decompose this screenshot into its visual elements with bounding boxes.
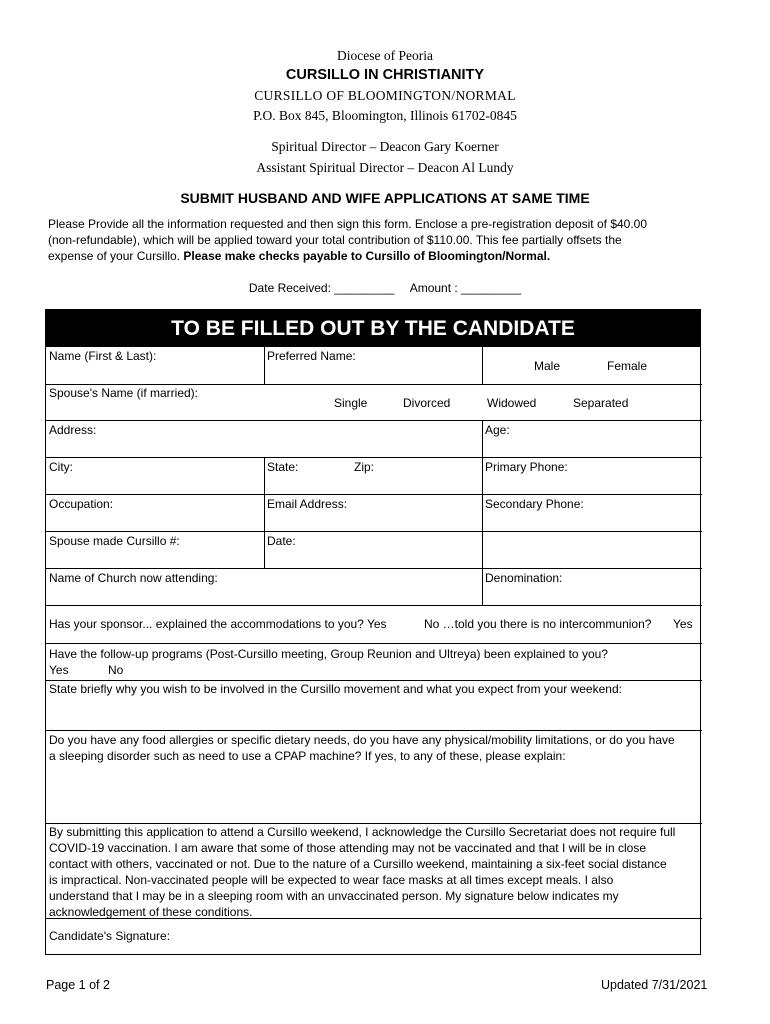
date-label: Date: <box>267 534 296 548</box>
preferred-name-label: Preferred Name: <box>267 349 356 363</box>
name-label: Name (First & Last): <box>49 349 157 363</box>
state-label: State: <box>267 460 299 474</box>
email-label: Email Address: <box>267 497 348 511</box>
row-divider <box>46 420 702 421</box>
chapter-title: CURSILLO OF BLOOMINGTON/NORMAL <box>254 88 516 103</box>
followup-question: Have the follow-up programs (Post-Cursillo meeting, Group Reunion and Ultreya) been explained to you? <box>49 647 608 661</box>
candidate-form <box>45 309 701 955</box>
instructions-line: (non-refundable), which will be applied toward your total contribution of $110.00. This fee partially offsets the <box>48 233 622 247</box>
spouse-cursillo-label: Spouse made Cursillo #: <box>49 534 180 548</box>
row-divider <box>46 730 702 731</box>
diocese-title: Diocese of Peoria <box>337 48 433 63</box>
gender-option-male[interactable]: Male <box>534 359 561 373</box>
form-banner: TO BE FILLED OUT BY THE CANDIDATE <box>46 310 700 347</box>
check-payable-note: Please make checks payable to Cursillo of Bloomington/Normal. <box>183 249 551 263</box>
row-divider <box>482 384 702 385</box>
program-title: CURSILLO IN CHRISTIANITY <box>285 67 485 83</box>
page-number: Page 1 of 2 <box>46 978 110 992</box>
column-divider <box>482 420 483 605</box>
column-divider <box>264 457 265 568</box>
mailing-address: P.O. Box 845, Bloomington, Illinois 61702-0845 <box>253 108 517 123</box>
submit-note: SUBMIT HUSBAND AND WIFE APPLICATIONS AT SAME TIME <box>180 190 590 206</box>
covid-acknowledgement-line: By submitting this application to attend a Cursillo weekend, I acknowledge the Cursillo Secretariat does not require full <box>49 825 676 839</box>
occupation-label: Occupation: <box>49 497 114 511</box>
allergy-question-line: Do you have any food allergies or specific dietary needs, do you have any physical/mobility limitations, or do you have <box>49 733 675 747</box>
column-divider <box>264 347 265 384</box>
covid-acknowledgement-line: understand that I may be in a sleeping room with an unvaccinated person. My signature below indicates my <box>49 889 619 903</box>
column-divider <box>482 347 483 384</box>
status-option-divorced[interactable]: Divorced <box>403 396 451 410</box>
row-divider <box>46 457 702 458</box>
row-divider <box>46 643 702 644</box>
covid-acknowledgement <box>49 824 675 920</box>
secondary-phone-label: Secondary Phone: <box>485 497 584 511</box>
spouse-name-label: Spouse's Name (if married): <box>49 386 199 400</box>
amount-field[interactable]: Amount : _________ <box>409 281 522 295</box>
updated-date: Updated 7/31/2021 <box>601 978 708 992</box>
covid-acknowledgement-line: acknowledgement of these conditions. <box>49 905 253 919</box>
assistant-spiritual-director: Assistant Spiritual Director – Deacon Al Lundy <box>256 160 514 175</box>
instructions-line <box>48 248 708 264</box>
sponsor-answer-no[interactable]: No …told you there is no intercommunion? <box>424 617 652 631</box>
address-label: Address: <box>49 423 97 437</box>
denomination-label: Denomination: <box>485 571 563 585</box>
allergy-question <box>49 732 675 764</box>
instructions-text: expense of your Cursillo. <box>48 249 184 263</box>
row-divider <box>46 605 702 606</box>
primary-phone-label: Primary Phone: <box>485 460 568 474</box>
row-divider <box>46 494 702 495</box>
age-label: Age: <box>485 423 510 437</box>
status-option-widowed[interactable]: Widowed <box>487 396 537 410</box>
row-divider <box>46 680 702 681</box>
row-divider <box>46 568 702 569</box>
instructions <box>48 216 708 264</box>
sponsor-question: Has your sponsor... explained the accommodations to you? Yes <box>49 617 387 631</box>
church-label: Name of Church now attending: <box>49 571 218 585</box>
followup-answer-yes[interactable]: Yes <box>49 663 69 677</box>
office-use-line <box>0 281 770 295</box>
covid-acknowledgement-line: COVID-19 vaccination. I am aware that some of those attending may not be vaccinated and that I will be in close <box>49 841 646 855</box>
row-divider <box>46 384 482 385</box>
covid-acknowledgement-line: contact with others, vaccinated or not. Due to the nature of a Cursillo weekend, maintaining a six-feet social distance <box>49 857 667 871</box>
why-question: State briefly why you wish to be involved in the Cursillo movement and what you expect from your weekend: <box>49 682 622 696</box>
city-label: City: <box>49 460 73 474</box>
status-option-separated[interactable]: Separated <box>573 396 629 410</box>
allergy-question-line: a sleeping disorder such as need to use a CPAP machine? If yes, to any of these, please explain: <box>49 749 566 763</box>
zip-label: Zip: <box>354 460 375 474</box>
status-option-single[interactable]: Single <box>334 396 368 410</box>
date-received-field[interactable]: Date Received: _________ <box>248 281 395 295</box>
covid-acknowledgement-line: is impractical. Non-vaccinated people will be expected to wear face masks at all times except meals. I also <box>49 873 614 887</box>
signature-label: Candidate's Signature: <box>49 929 171 943</box>
followup-answer-no[interactable]: No <box>108 663 124 677</box>
gender-option-female[interactable]: Female <box>607 359 648 373</box>
sponsor-answer-yes[interactable]: Yes <box>673 617 693 631</box>
instructions-line: Please Provide all the information requested and then sign this form. Enclose a pre-registration deposit of $40.00 <box>48 217 648 231</box>
spiritual-director: Spiritual Director – Deacon Gary Koerner <box>271 139 499 154</box>
row-divider <box>46 531 702 532</box>
